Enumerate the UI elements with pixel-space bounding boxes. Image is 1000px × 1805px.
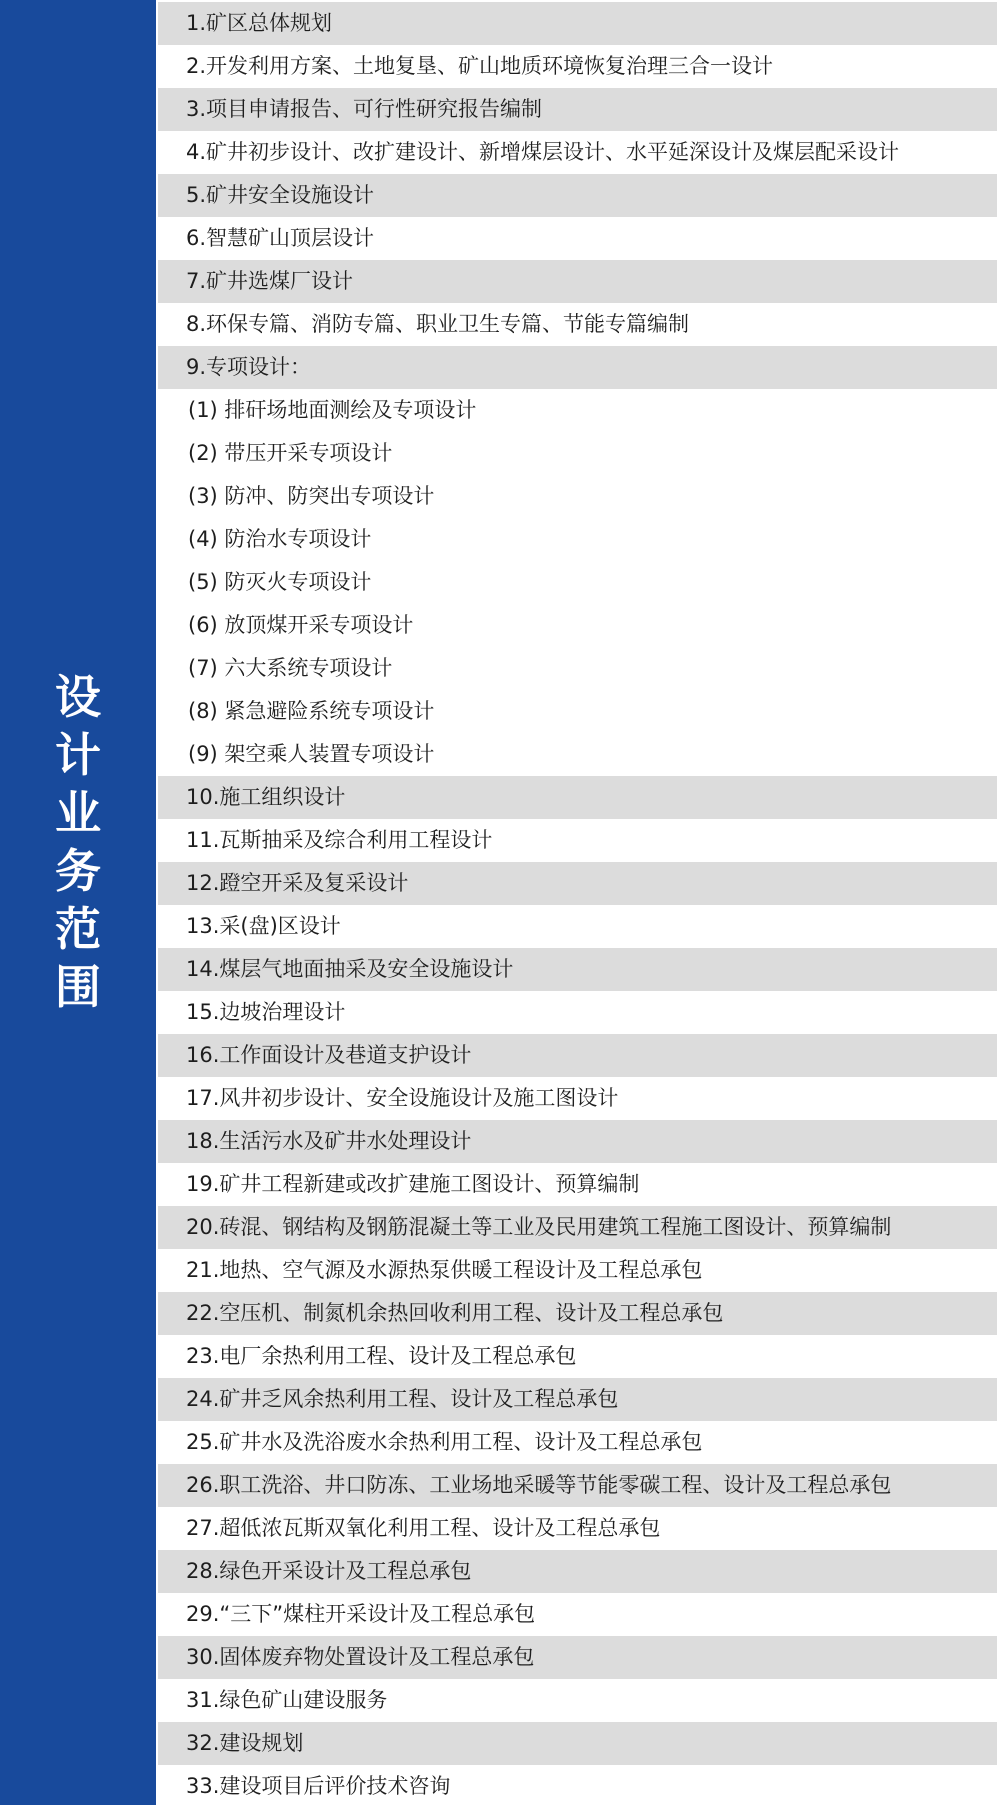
sub-list-item: (1) 排矸场地面测绘及专项设计 [188, 398, 477, 422]
list-item: 29.“三下”煤柱开采设计及工程总承包 [186, 1602, 536, 1626]
list-item: 33.建设项目后评价技术咨询 [186, 1774, 451, 1798]
list-item: 9.专项设计： [158, 346, 997, 389]
sub-list-item: (2) 带压开采专项设计 [188, 441, 393, 465]
list-item: 31.绿色矿山建设服务 [186, 1688, 388, 1712]
sidebar-title-char: 计 [55, 728, 101, 782]
list-item: 30.固体废弃物处置设计及工程总承包 [158, 1636, 997, 1679]
sub-list-item: (6) 放顶煤开采专项设计 [188, 613, 414, 637]
list-item: 2.开发利用方案、土地复垦、矿山地质环境恢复治理三合一设计 [186, 54, 774, 78]
list-item: 17.风井初步设计、安全设施设计及施工图设计 [186, 1086, 619, 1110]
list-item: 19.矿井工程新建或改扩建施工图设计、预算编制 [186, 1172, 640, 1196]
sidebar-title-char: 务 [55, 844, 101, 898]
sub-list-item: (9) 架空乘人装置专项设计 [188, 742, 435, 766]
sidebar-title-char: 设 [55, 670, 101, 724]
sidebar-title [0, 668, 156, 1016]
service-list [158, 2, 997, 1805]
list-item: 28.绿色开采设计及工程总承包 [158, 1550, 997, 1593]
sub-list-item: (5) 防灭火专项设计 [188, 570, 372, 594]
sub-list-item: (7) 六大系统专项设计 [188, 656, 393, 680]
list-item: 24.矿井乏风余热利用工程、设计及工程总承包 [158, 1378, 997, 1421]
sub-list-item: (4) 防治水专项设计 [188, 527, 372, 551]
list-item: 13.采(盘)区设计 [186, 914, 341, 938]
sub-list-item: (3) 防冲、防突出专项设计 [188, 484, 435, 508]
list-item: 15.边坡治理设计 [186, 1000, 346, 1024]
list-item: 4.矿井初步设计、改扩建设计、新增煤层设计、水平延深设计及煤层配采设计 [186, 140, 900, 164]
list-item: 27.超低浓瓦斯双氧化利用工程、设计及工程总承包 [186, 1516, 661, 1540]
list-item: 14.煤层气地面抽采及安全设施设计 [158, 948, 997, 991]
list-item: 3.项目申请报告、可行性研究报告编制 [158, 88, 997, 131]
list-item: 10.施工组织设计 [158, 776, 997, 819]
list-item: 23.电厂余热利用工程、设计及工程总承包 [186, 1344, 577, 1368]
sub-list-item: (8) 紧急避险系统专项设计 [188, 699, 435, 723]
list-item: 21.地热、空气源及水源热泵供暖工程设计及工程总承包 [186, 1258, 703, 1282]
list-item: 11.瓦斯抽采及综合利用工程设计 [186, 828, 493, 852]
sidebar-title-char: 业 [55, 786, 101, 840]
list-item: 16.工作面设计及巷道支护设计 [158, 1034, 997, 1077]
list-item: 1.矿区总体规划 [158, 2, 997, 45]
list-item: 25.矿井水及洗浴废水余热利用工程、设计及工程总承包 [186, 1430, 703, 1454]
sidebar-title-char: 范 [55, 902, 101, 956]
list-item: 8.环保专篇、消防专篇、职业卫生专篇、节能专篇编制 [186, 312, 690, 336]
list-item: 5.矿井安全设施设计 [158, 174, 997, 217]
list-item: 32.建设规划 [158, 1722, 997, 1765]
list-item: 6.智慧矿山顶层设计 [186, 226, 375, 250]
list-item: 18.生活污水及矿井水处理设计 [158, 1120, 997, 1163]
sidebar-title-char: 围 [55, 960, 101, 1014]
list-item: 20.砖混、钢结构及钢筋混凝土等工业及民用建筑工程施工图设计、预算编制 [158, 1206, 997, 1249]
sidebar [0, 0, 156, 1805]
list-item: 26.职工洗浴、井口防冻、工业场地采暖等节能零碳工程、设计及工程总承包 [158, 1464, 997, 1507]
list-item: 22.空压机、制氮机余热回收利用工程、设计及工程总承包 [158, 1292, 997, 1335]
list-item: 7.矿井选煤厂设计 [158, 260, 997, 303]
list-item: 12.蹬空开采及复采设计 [158, 862, 997, 905]
